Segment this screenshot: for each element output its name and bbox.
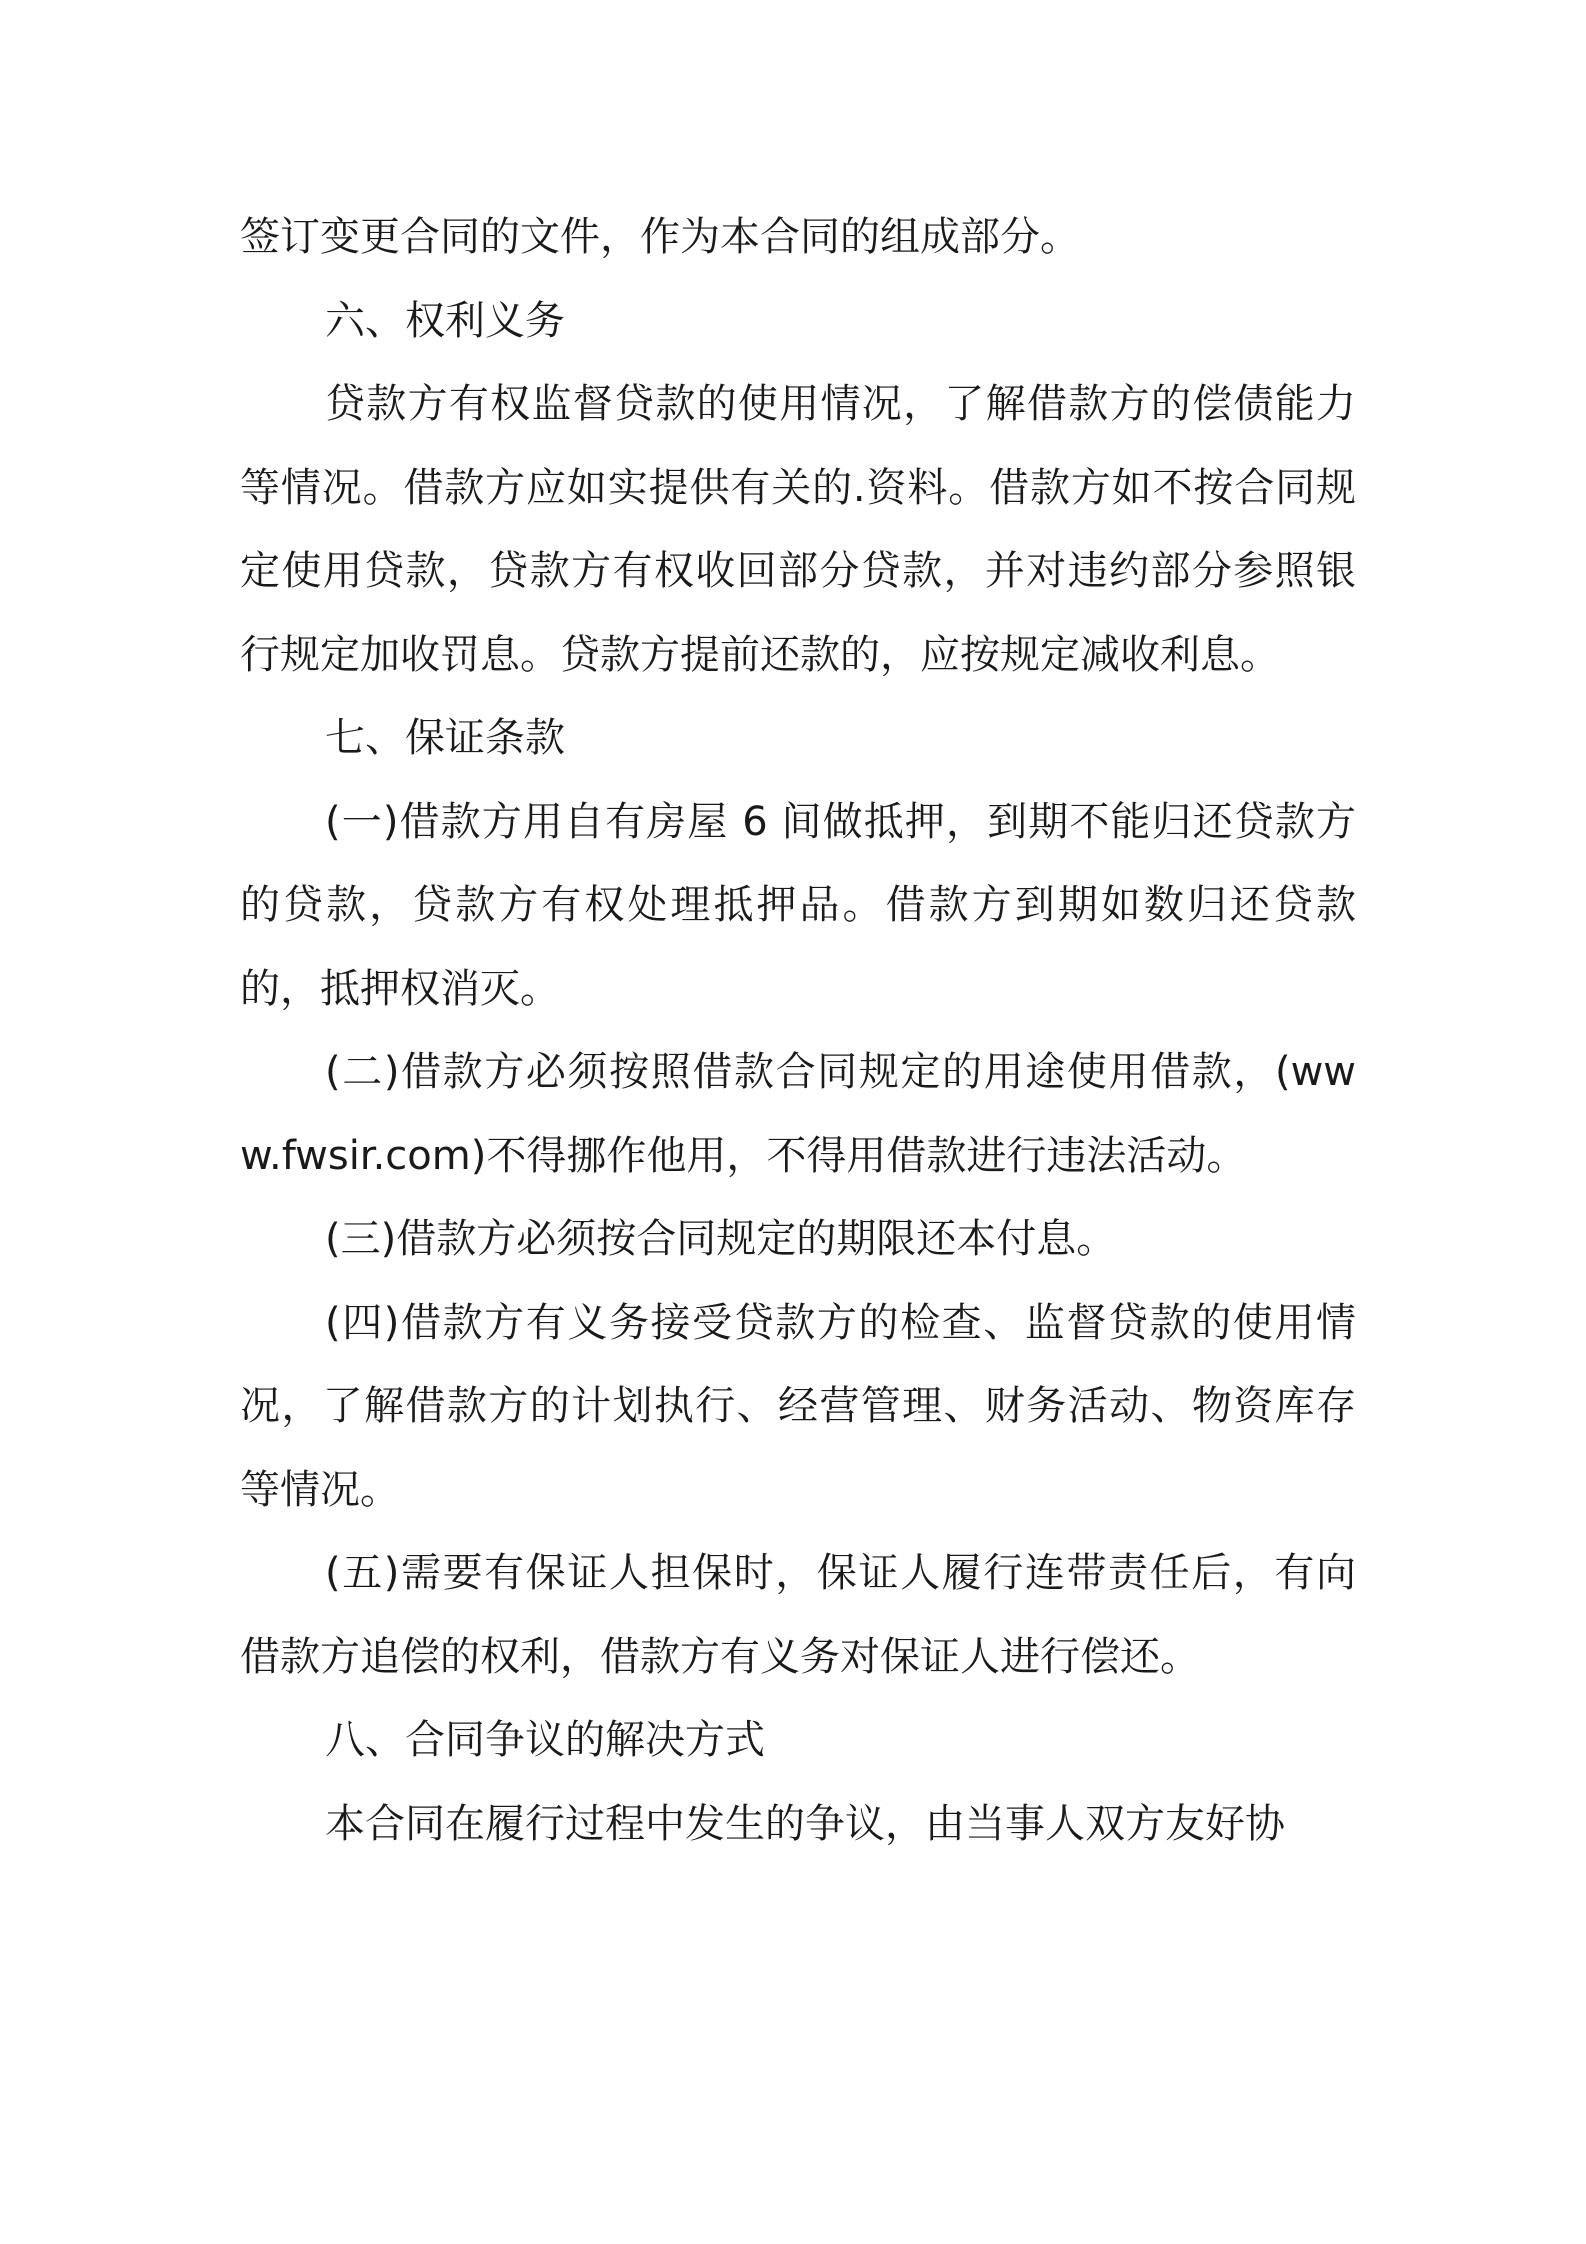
clause-4-inspection: (四)借款方有义务接受贷款方的检查、监督贷款的使用情况，了解借款方的计划执行、经营管理、财务活动、物资库存等情况。: [240, 1299, 1356, 1513]
clause-1-mortgage: (一)借款方用自有房屋 6 间做抵押，到期不能归还贷款方的贷款，贷款方有权处理抵押品。借款方到期如数归还贷款的，抵押权消灭。: [240, 798, 1356, 1012]
section-heading-dispute-resolution: 八、合同争议的解决方式: [325, 1717, 765, 1763]
paragraph-dispute-resolution: 本合同在履行过程中发生的争议，由当事人双方友好协: [325, 1800, 1285, 1847]
paragraph-rights-obligations: 贷款方有权监督贷款的使用情况，了解借款方的偿债能力等情况。借款方应如实提供有关的.资料。借款方如不按合同规定使用贷款，贷款方有权收回部分贷款，并对违约部分参照银行规定加收罚息。贷款方提前还款的，应按规定减收利息。: [240, 381, 1356, 678]
paragraph-continuation: 签订变更合同的文件，作为本合同的组成部分。: [240, 214, 1080, 260]
clause-5-guarantor: (五)需要有保证人担保时，保证人履行连带责任后，有向借款方追偿的权利，借款方有义务对保证人进行偿还。: [240, 1550, 1356, 1680]
section-heading-rights-obligations: 六、权利义务: [325, 297, 565, 344]
document-body: [240, 196, 1356, 1866]
clause-2-loan-usage: (二)借款方必须按照借款合同规定的用途使用借款，(www.fwsir.com)不得挪作他用，不得用借款进行违法活动。: [240, 1049, 1356, 1179]
clause-3-repayment: (三)借款方必须按合同规定的期限还本付息。: [325, 1216, 1117, 1262]
section-heading-guarantee-terms: 七、保证条款: [325, 715, 565, 761]
